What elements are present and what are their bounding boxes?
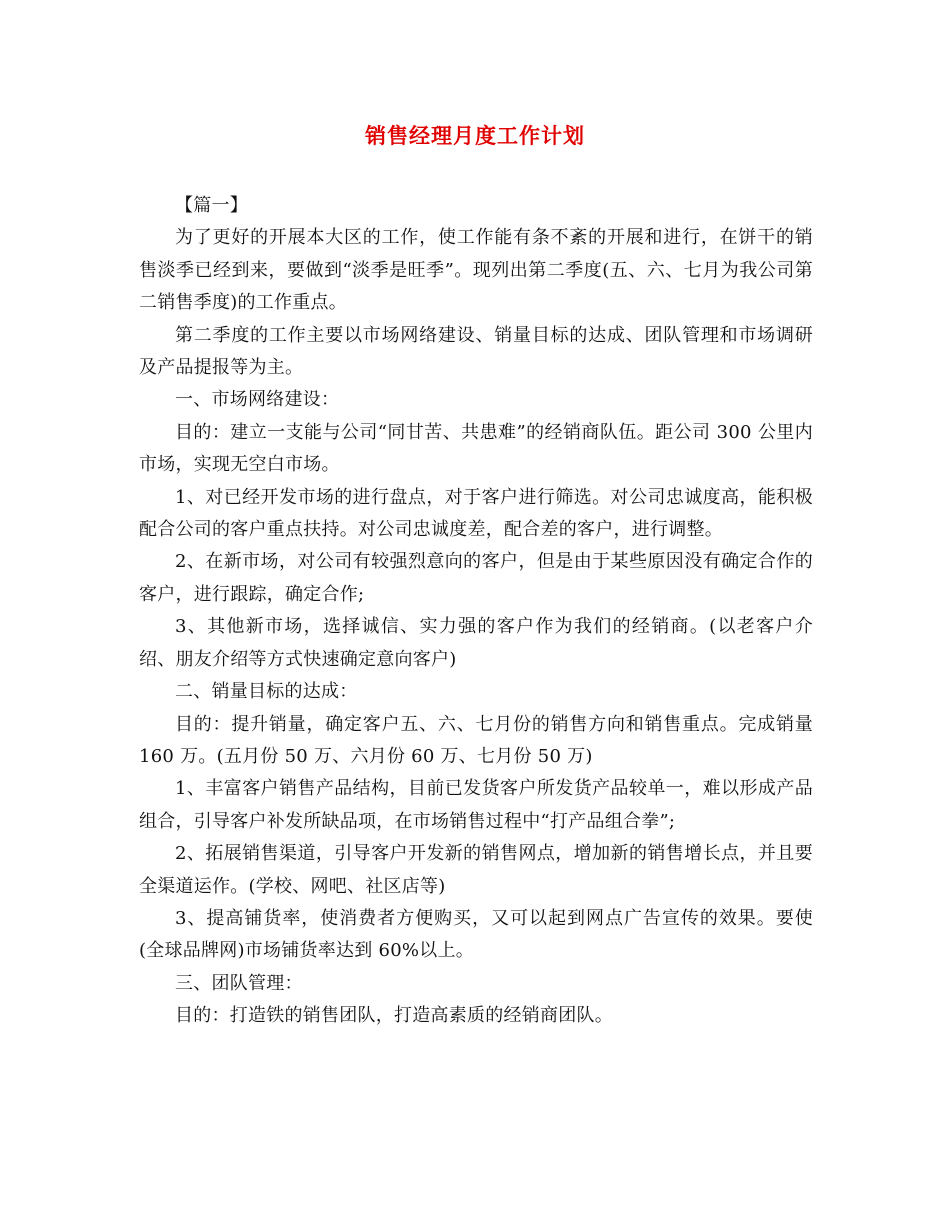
market-network-item-3: 3、其他新市场，选择诚信、实力强的客户作为我们的经销商。(以老客户介绍、朋友介绍等方式快速确定意向客户) (139, 616, 813, 670)
document-title: 销售经理月度工作计划 (365, 123, 585, 148)
section-heading-part-one: 【篇一】 (175, 195, 248, 216)
sales-target-item-3: 3、提高铺货率，使消费者方便购买，又可以起到网点广告宣传的效果。要使(全球品牌网)市场铺货率达到 60%以上。 (139, 907, 813, 962)
intro-paragraph: 为了更好的开展本大区的工作，使工作能有条不紊的开展和进行，在饼干的销售淡季已经到来，要做到“淡季是旺季”。现列出第二季度(五、六、七月为我公司第二销售季度)的工作重点。 (139, 227, 813, 314)
sales-target-item-1: 1、丰富客户销售产品结构，目前已发货客户所发货产品较单一，难以形成产品组合，引导客户补发所缺品项，在市场销售过程中“打产品组合拳”; (139, 778, 813, 832)
sales-target-item-2: 2、拓展销售渠道，引导客户开发新的销售网点，增加新的销售增长点，并且要全渠道运作。(学校、网吧、社区店等) (139, 843, 813, 897)
sales-target-goal: 目的：提升销量，确定客户五、六、七月份的销售方向和销售重点。完成销量160 万。(五月份 50 万、六月份 60 万、七月份 50 万) (139, 713, 813, 767)
market-network-item-1: 1、对已经开发市场的进行盘点，对于客户进行筛选。对公司忠诚度高，能积极配合公司的客户重点扶持。对公司忠诚度差，配合差的客户，进行调整。 (139, 486, 813, 541)
focus-paragraph: 第二季度的工作主要以市场网络建设、销量目标的达成、团队管理和市场调研及产品提报等为主。 (139, 324, 813, 379)
section-heading-team-management: 三、团队管理： (175, 972, 303, 994)
section-heading-market-network: 一、市场网络建设： (175, 389, 340, 411)
market-network-goal: 目的：建立一支能与公司“同甘苦、共患难”的经销商队伍。距公司 300 公里内市场，实现无空白市场。 (139, 421, 813, 476)
section-heading-sales-target: 二、销量目标的达成： (175, 681, 358, 703)
document-body (139, 190, 813, 1033)
market-network-item-2: 2、在新市场，对公司有较强烈意向的客户，但是由于某些原因没有确定合作的客户，进行跟踪，确定合作; (139, 551, 813, 605)
team-management-goal: 目的：打造铁的销售团队，打造高素质的经销商团队。 (175, 1005, 613, 1027)
